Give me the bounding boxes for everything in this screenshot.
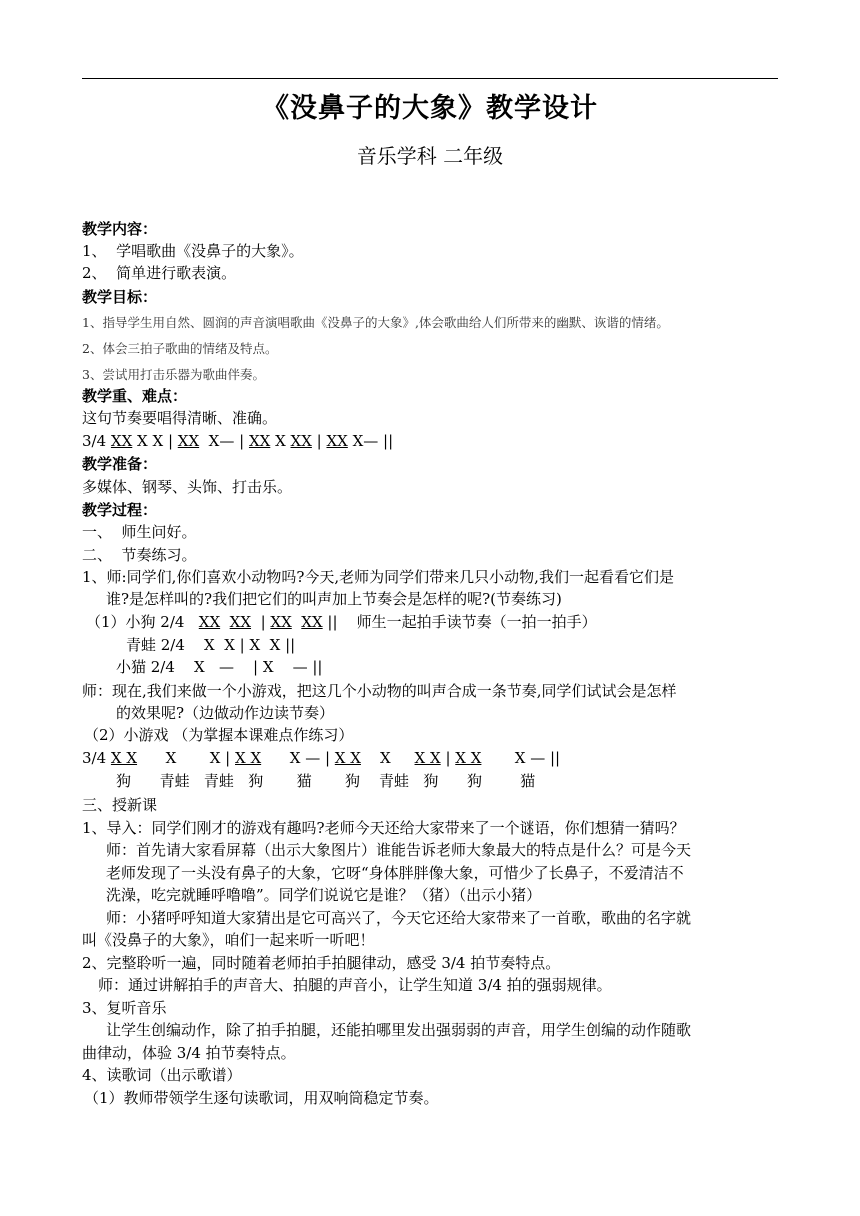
rhythm-segment: |	[251, 613, 271, 631]
rhythm-segment: X	[270, 432, 291, 450]
rhythm-cat: 小猫 2/4 X — | X — ||	[116, 658, 323, 676]
game-title: （2）小游戏 （为掌握本课难点作练习）	[84, 726, 354, 744]
process-step-1: 一、 师生问好。	[82, 523, 197, 541]
rhythm-segment: X X	[334, 749, 361, 767]
rhythm-dog	[86, 611, 597, 633]
rhythm-segment: |	[311, 432, 327, 450]
rhythm-segment: 3/4	[82, 749, 111, 767]
paragraph-line: 的效果呢?（边做动作边读节奏）	[116, 704, 335, 722]
paragraph-line: 4、读歌词（出示歌谱）	[82, 1066, 242, 1084]
rhythm-segment: XX	[229, 613, 252, 631]
rhythm-segment: X— |	[199, 432, 249, 450]
paragraph-line: 洗澡，吃完就睡呼噜噜”。同学们说说它是谁？（猪）（出示小猪）	[106, 886, 542, 904]
process-step-2: 二、 节奏练习。	[82, 546, 197, 564]
rhythm-segment: X X	[414, 749, 441, 767]
rhythm-segment: （1）小狗 2/4	[86, 613, 199, 631]
paragraph-line: 1、师:同学们,你们喜欢小动物吗?今天,老师为同学们带来几只小动物,我们一起看看它们是	[82, 568, 674, 586]
rhythm-segment: XX	[326, 432, 348, 450]
rhythm-segment: X— ||	[347, 432, 394, 450]
rhythm-segment: XX	[248, 432, 271, 450]
section-heading-process: 教学过程：	[82, 501, 158, 519]
paragraph-line: 师：首先请大家看屏幕（出示大象图片）谁能告诉老师大象最大的特点是什么？可是今天	[106, 841, 692, 859]
paragraph-line: 曲律动，体验 3/4 拍节奏特点。	[82, 1044, 296, 1062]
section-heading-keypoints: 教学重、难点：	[82, 387, 188, 405]
rhythm-segment: XX	[301, 613, 323, 631]
header-rule	[82, 78, 778, 79]
rhythm-segment: XX	[270, 613, 292, 631]
paragraph-line: 叫《没鼻子的大象》，咱们一起来听一听吧！	[82, 931, 375, 949]
paragraph-line: 师：现在,我们来做一个小游戏，把这几个小动物的叫声合成一条节奏,同学们试试会是怎样	[82, 682, 677, 700]
rhythm-segment: X — |	[261, 749, 335, 767]
section-heading-content: 教学内容：	[82, 220, 158, 238]
rhythm-line-1	[82, 430, 393, 452]
goal-item-1: 1、指导学生用自然、圆润的声音演唱歌曲《没鼻子的大象》,体会歌曲给人们所带来的幽默、诙谐的情绪。	[82, 315, 669, 330]
paragraph-line: 3、复听音乐	[82, 999, 167, 1017]
paragraph-line: （1）教师带领学生逐句读歌词，用双响筒稳定节奏。	[84, 1089, 439, 1107]
paragraph-line: 谁?是怎样叫的?我们把它们的叫声加上节奏会是怎样的呢?(节奏练习)	[106, 590, 562, 608]
paragraph-line: 师：通过讲解拍手的声音大、拍腿的声音小，让学生知道 3/4 拍的强弱规律。	[98, 976, 612, 994]
rhythm-segment: X X	[455, 749, 482, 767]
rhythm-segment: XX	[177, 432, 200, 450]
page-subtitle: 音乐学科 二年级	[356, 144, 504, 168]
goal-item-2: 2、体会三拍子歌曲的情绪及特点。	[82, 341, 278, 356]
rhythm-segment: X	[360, 749, 415, 767]
section-heading-goals: 教学目标：	[82, 288, 158, 306]
rhythm-segment	[292, 613, 302, 631]
goal-item-3: 3、尝试用打击乐器为歌曲伴奏。	[82, 367, 265, 382]
rhythm-frog: 青蛙 2/4 X X | X X ||	[126, 636, 296, 654]
rhythm-segment: X X |	[137, 749, 235, 767]
process-step-3: 三、授新课	[82, 796, 158, 814]
prep-text: 多媒体、钢琴、头饰、打击乐。	[82, 478, 293, 496]
rhythm-segment: 3/4	[82, 432, 111, 450]
animal-labels: 狗 青蛙 青蛙 狗 猫 狗 青蛙 狗 狗 猫	[116, 772, 536, 790]
rhythm-segment: X X |	[132, 432, 178, 450]
paragraph-line: 让学生创编动作，除了拍手拍腿，还能拍哪里发出强弱弱的声音，用学生创编的动作随歌	[106, 1021, 692, 1039]
paragraph-line: 老师发现了一头没有鼻子的大象，它呀“身体胖胖像大象，可惜少了长鼻子，不爱清洁不	[106, 864, 684, 882]
rhythm-segment: X — ||	[481, 749, 561, 767]
rhythm-segment: XX	[198, 613, 221, 631]
section-heading-prep: 教学准备：	[82, 455, 158, 473]
content-item-1: 1、 学唱歌曲《没鼻子的大象》。	[82, 242, 304, 260]
paragraph-line: 师：小猪呼呼知道大家猜出是它可高兴了，今天它还给大家带来了一首歌，歌曲的名字就	[106, 909, 692, 927]
rhythm-segment: X X	[235, 749, 262, 767]
page-title: 《没鼻子的大象》教学设计	[262, 93, 598, 124]
paragraph-line: 1、导入：同学们刚才的游戏有趣吗?老师今天还给大家带来了一个谜语，你们想猜一猜吗？	[82, 819, 685, 837]
rhythm-segment	[220, 613, 230, 631]
rhythm-segment: X X	[110, 749, 138, 767]
rhythm-segment: XX	[290, 432, 312, 450]
rhythm-segment: || 师生一起拍手读节奏（一拍一拍手）	[322, 613, 597, 631]
keypoints-text: 这句节奏要唱得清晰、准确。	[82, 409, 278, 427]
paragraph-line: 2、完整聆听一遍，同时随着老师拍手拍腿律动，感受 3/4 拍节奏特点。	[82, 954, 561, 972]
content-item-2: 2、 简单进行歌表演。	[82, 264, 237, 282]
rhythm-segment: |	[440, 749, 456, 767]
rhythm-segment: XX	[110, 432, 133, 450]
rhythm-game	[82, 747, 560, 769]
